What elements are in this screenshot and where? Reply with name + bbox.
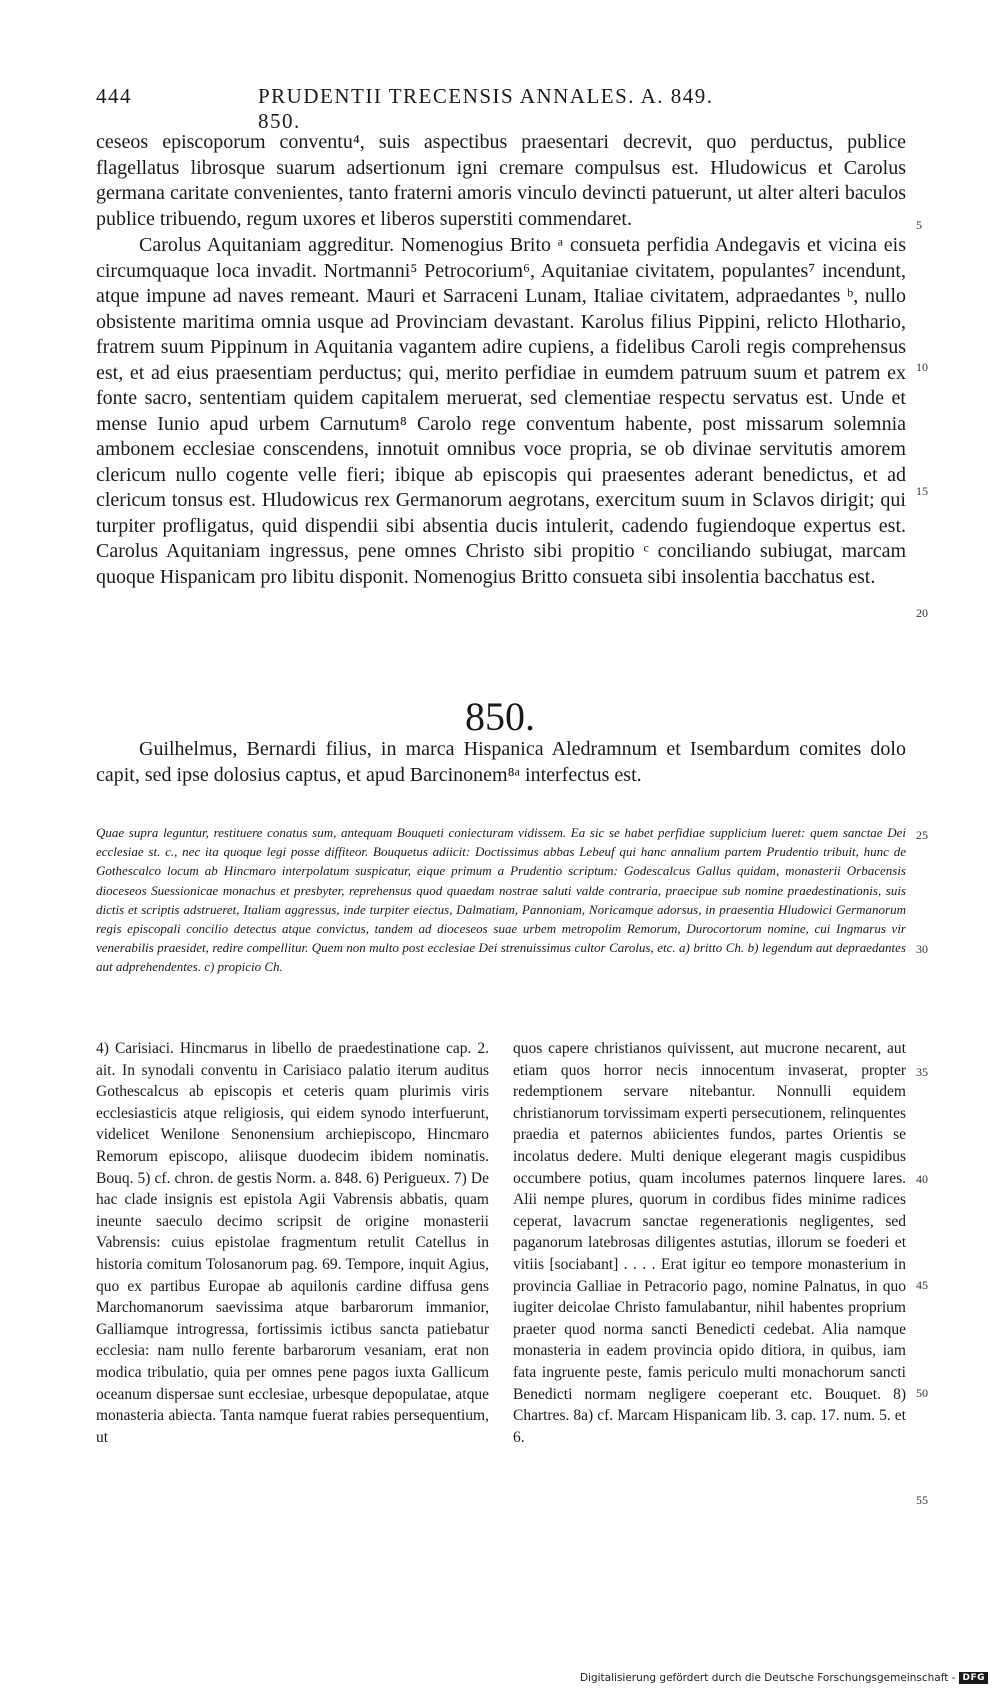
main-text [96,130,906,590]
main-paragraph: Carolus Aquitaniam aggreditur. Nomenogius Brito ᵃ consueta perfidia Andegavis et vicina eis circumquaque loca invadit. Nortmanni⁵ Petrocorium⁶, Aquitaniae civitatem, populantes⁷ incendunt, atque impune ad naves remeant. Mauri et Sarraceni Lunam, Italiae civitatem, adpraedantes ᵇ, nullo obsistente maritima omnia usque ad Provinciam devastant. Karolus filius Pippini, relicto Hlothario, fratrem suum Pippinum in Aquitania vagantem adire cupiens, a fidelibus Caroli regis comprehensus est, et ad eius praesentiam perductus; qui, merito perfidiae in eumdem patruum suum et patrem ex fonte sacro, sententiam quidem capitalem meruerat, sed clementiae respectu servatus est. Unde et mense Iunio apud urbem Carnutum⁸ Carolo rege conventum habente, post missarum solemnia ambonem ecclesiae conscendens, innotuit omnibus voce propria, se ob divinae servitutis amorem clericum nullo cogente velle fieri; ibique ab episcopis qui praesentes aderant benedictus, et ad clericum tonsus est. Hludowicus rex Germanorum aegrotans, exercitum suum in Sclavos dirigit; qui turpiter profligatus, quid dispendii sibi absentia ducis intulerit, cadendo fugiendoque expertus est. Carolus Aquitaniam ingressus, pene omnes Christo sibi propitio ᶜ conciliando subiugat, marcam quoque Hispanicam pro libitu disponit. Nomenogius Britto consueta sibi insolentia bacchatus est. [96,234,906,588]
running-title: PRUDENTII TRECENSIS ANNALES. A. 849. 850. [258,84,714,133]
line-number: 5 [916,218,922,232]
footnotes-right-column: quos capere christianos quivissent, aut mucrone necarent, aut etiam quos horror necis innocentum invaserat, propter redemptionem servare nitebantur. Nonnulli equidem christianorum torvissimam experti persecutionem, relinquentes praedia et paternos abiicientes fundos, partes Orientis se incolatus dedere. Multi denique elegerant magis cuspidibus occumbere potius, quam incolumes paternos linquere lares. Alii nempe plures, quorum in cordibus fides minime radices ceperat, lavacrum sanctae regenerationis negligentes, sed paganorum latebrosas diligentes astutias, illorum se foederi et vitiis [sociabant] . . . . Erat igitur eo tempore monasterium in provincia Galliae in Petracorio pago, nomine Palnatus, in quo iugiter deicolae Christo famulabantur, nihil habentes proprium praeter quod norma sancti Benedicti cedebat. Alia namque monasteria in eadem provincia opido ditiora, in quibus, iam fata ingruente peste, famis periculo multi monachorum sancti Benedicti normam negligere coeperant etc. Bouquet. 8) Chartres. 8a) cf. Marcam Hispanicam lib. 3. cap. 17. num. 5. et 6. [513,1040,906,1446]
line-number: 30 [916,942,928,956]
critical-notes: Quae supra leguntur, restituere conatus sum, antequam Bouqueti coniecturam vidissem. Ea sic se habet perfidiae supplicium lueret: quem sanctae Dei ecclesiae st. c., nec ita quoque legi posse diffiteor. Bouquetus adiicit: Doctissimus abbas Lebeuf qui hanc annalium partem Prudentio tribuit, hunc de Gothescalco locum ab Hincmaro interpolatum suspicatur, eique primum a Prudentio scriptum: Godescalcus Gallus quidam, monasterii Orbacensis dioceseos Suessionicae monachus et presbyter, reprehensus quod quaedam nostrae saluti valde contraria, praecipue sub nomine praedestinationis, suis dictis et scriptis adstrueret, Italiam aggressus, inde turpiter eiectus, Dalmatiam, Pannoniam, Noricamque adorsus, in praesentia Hludowici Germanorum regis episcopali concilio detectus atque convictus, tandem ad dioceseos suae urbem metropolim Remorum, Durocortorum nomine, cui Ingmarus vir venerabilis praesidet, redire compellitur. Quem non multo post ecclesiae Dei strenuissimus cultor Carolus, etc. a) britto Ch. b) legendum aut depraedantes aut adprehendentes. c) propicio Ch. [96,825,906,975]
line-number: 55 [916,1493,928,1507]
line-number: 45 [916,1278,928,1292]
line-number: 25 [916,828,928,842]
line-number: 40 [916,1172,928,1186]
line-number: 15 [916,484,928,498]
footnotes [96,1038,906,1528]
running-header [96,84,756,133]
year-850-paragraph: Guilhelmus, Bernardi filius, in marca Hispanica Aledramnum et Isembardum comites dolo capit, sed ipse dolosius captus, et apud Barcinonem⁸ᵃ interfectus est. [96,738,906,786]
dfg-logo-icon: DFG [959,1672,988,1684]
line-number: 35 [916,1065,928,1079]
digitization-credit [580,1672,988,1684]
footnotes-left-column: 4) Carisiaci. Hincmarus in libello de praedestinatione cap. 2. ait. In synodali conventu in Carisiaco palatio iterum auditus Gothescalcus ab episcopis et ceteris quam plurimis viris ecclesiasticis atque religiosis, qui eidem synodo interfuerunt, videlicet Wenilone Senonensium archiepiscopo, Hincmaro Remorum episcopo, aliisque duodecim ibidem nominatis. Bouq. 5) cf. chron. de gestis Norm. a. 848. 6) Perigueux. 7) De hac clade insignis est epistola Agii Vabrensis abbatis, quam ineunte saeculo decimo scripsit de origine monasterii Vabrensis: cuius epistolae fragmentum retulit Catellus in historia comitum Tolosanorum pag. 69. Tempore, inquit Agius, quo ex partibus Europae ab aquilonis cardine diffusa gens Marchomanorum saevissima atque barbarorum immanior, Galliamque introgressa, fortissimis ictibus sancta patiebatur ecclesia: nam nullo ferente barbarorum vesaniam, erat non modica tribulatio, quia per omnes pene pagos iuxta Gallicum oceanum dispersae sunt ecclesiae, urbesque depopulatae, atque monasteria abiecta. Tanta namque fuerat rabies persequentium, ut [96,1040,489,1446]
year-heading: 850. [465,694,535,739]
line-number: 50 [916,1386,928,1400]
page-number: 444 [96,84,132,108]
credit-text: Digitalisierung gefördert durch die Deutsche Forschungsgemeinschaft - [579,1672,956,1684]
line-number: 20 [916,606,928,620]
line-number: 10 [916,360,928,374]
main-paragraph: ceseos episcoporum conventu⁴, suis aspectibus praesentari decrevit, quo perductus, publice flagellatus librosque suarum adsertionum igni cremare compulsus est. Hludowicus et Carolus germana caritate convenientes, tanto fraterni amoris vinculo devincti patuerunt, ut alter alteri baculos publice tribuendo, regum uxores et liberos superstiti commendaret. [96,131,906,230]
